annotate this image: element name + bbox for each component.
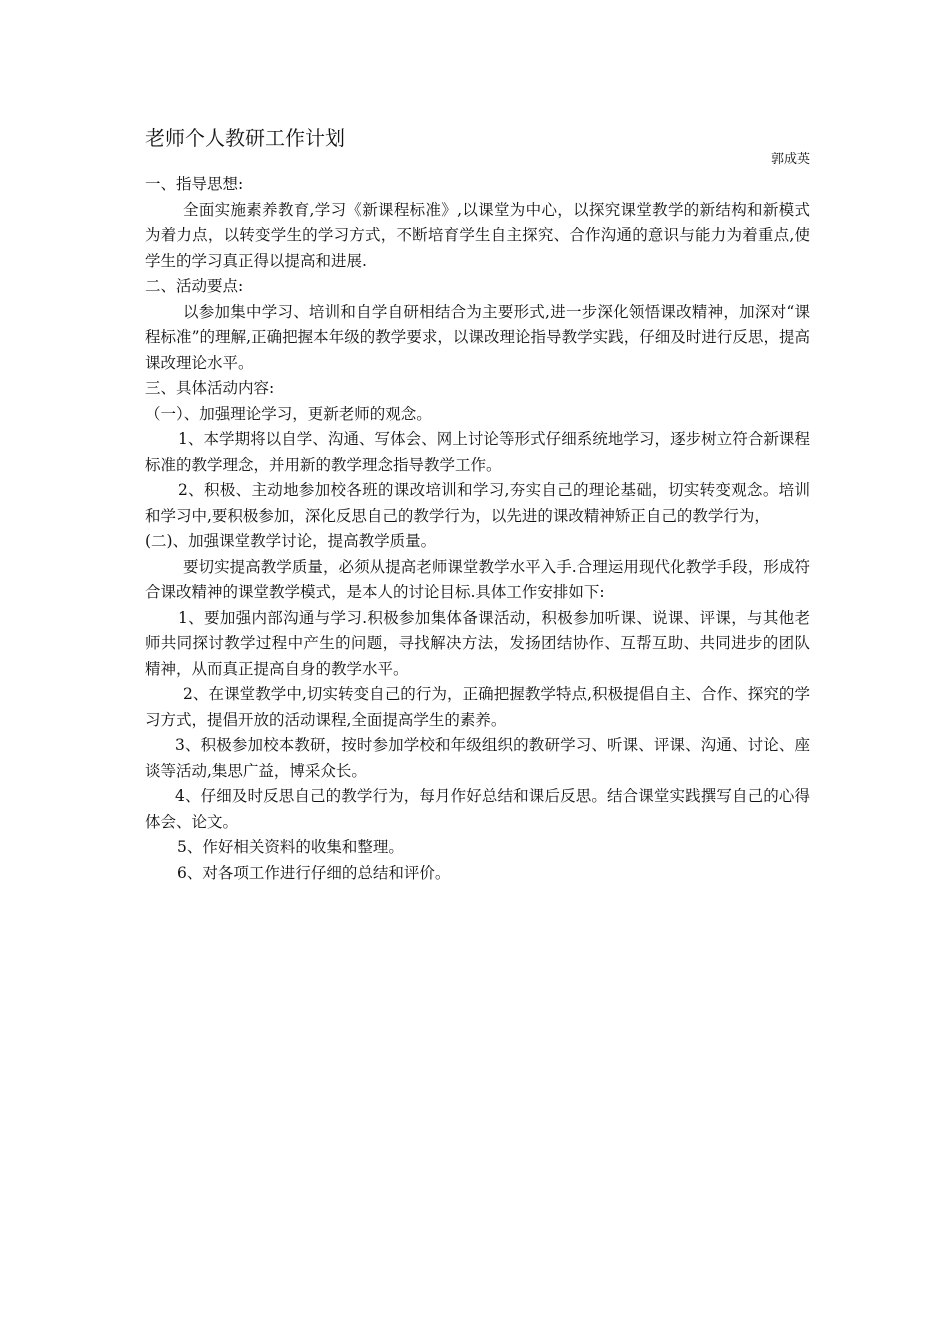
paragraph-theory-1: 1、本学期将以自学、沟通、写体会、网上讨论等形式仔细系统地学习，逐步树立符合新课程标准的教学理念，并用新的教学理念指导教学工作。 <box>145 430 810 474</box>
paragraph-teaching-1: 1、要加强内部沟通与学习.积极参加集体备课活动，积极参加听课、说课、评课，与其他老师共同探讨教学过程中产生的问题，寻找解决方法，发扬团结协作、互帮互助、共同进步的团队精神，从而真正提高自身的教学水平。 <box>145 608 810 678</box>
paragraph-teaching-3: 3、积极参加校本教研，按时参加学校和年级组织的教研学习、听课、评课、沟通、讨论、座谈等活动,集思广益，博采众长。 <box>145 736 810 780</box>
subsection-heading-teaching: (二)、加强课堂教学讨论，提高教学质量。 <box>145 532 437 550</box>
author-name: 郭成英 <box>770 152 810 167</box>
paragraph-teaching-6: 6、对各项工作进行仔细的总结和评价。 <box>177 863 451 882</box>
paragraph-teaching-intro: 要切实提高教学质量，必须从提高老师课堂教学水平入手.合理运用现代化教学手段，形成符合课改精神的课堂教学模式，是本人的讨论目标.具体工作安排如下: <box>145 557 810 601</box>
section-heading-guiding-thought: 一、指导思想: <box>145 175 244 193</box>
subsection-heading-theory: （一）、加强理论学习，更新老师的观念。 <box>145 404 432 423</box>
paragraph-activity-points: 以参加集中学习、培训和自学自研相结合为主要形式,进一步深化领悟课改精神，加深对“课程标准”的理解,正确把握本年级的教学要求，以课改理论指导教学实践，仔细及时进行反思，提高课改理论水平。 <box>145 302 810 372</box>
paragraph-theory-2: 2、积极、主动地参加校各班的课改培训和学习,夯实自己的理论基础，切实转变观念。培训和学习中,要积极参加，深化反思自己的教学行为，以先进的课改精神矫正自己的教学行为， <box>145 481 810 525</box>
document-body <box>145 124 810 886</box>
document-title: 老师个人教研工作计划 <box>145 126 345 150</box>
paragraph-teaching-5: 5、作好相关资料的收集和整理。 <box>177 838 404 856</box>
paragraph-teaching-2: 2、在课堂教学中,切实转变自己的行为，正确把握教学特点,积极提倡自主、合作、探究的学习方式，提倡开放的活动课程,全面提高学生的素养。 <box>145 685 810 729</box>
paragraph-guiding-thought: 全面实施素养教育,学习《新课程标准》,以课堂为中心，以探究课堂教学的新结构和新模式为着力点，以转变学生的学习方式，不断培育学生自主探究、合作沟通的意识与能力为着重点,使学生的学习真正得以提高和进展. <box>145 200 810 270</box>
section-heading-activity-points: 二、活动要点: <box>145 277 244 295</box>
paragraph-teaching-4: 4、仔细及时反思自己的教学行为，每月作好总结和课后反思。结合课堂实践撰写自己的心得体会、论文。 <box>145 787 810 831</box>
section-heading-activity-content: 三、具体活动内容: <box>145 379 275 397</box>
